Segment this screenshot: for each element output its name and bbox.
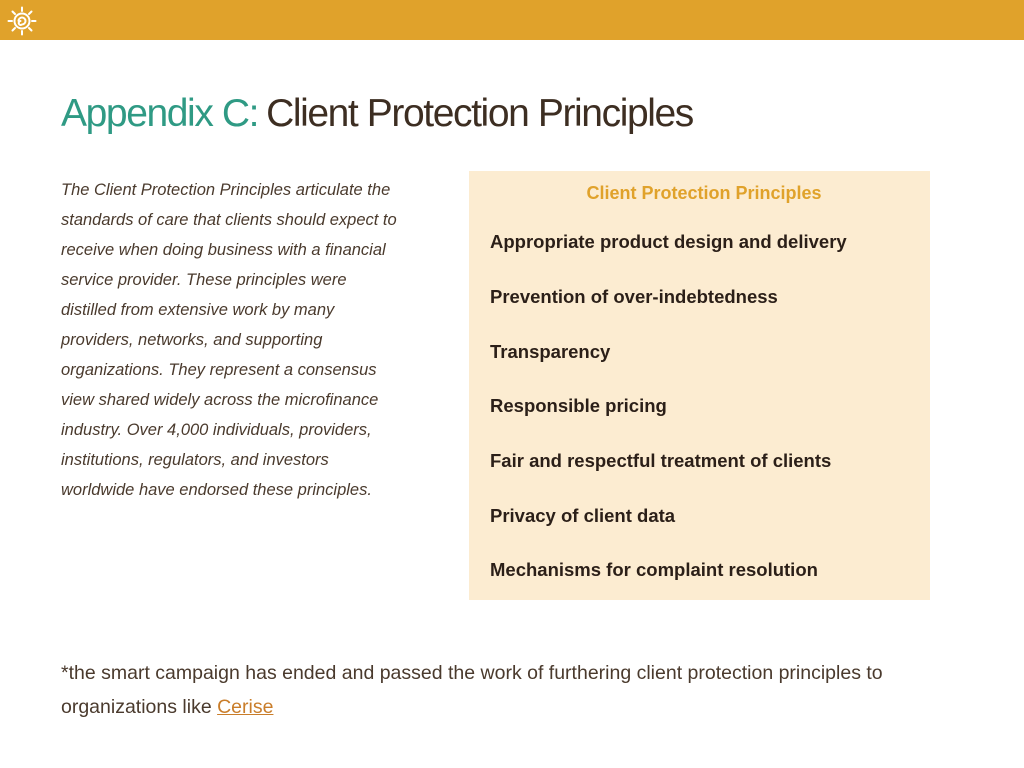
principle-item: Responsible pricing (490, 395, 667, 416)
page-title-main: Client Protection Principles (266, 92, 693, 135)
principles-heading: Client Protection Principles (586, 183, 822, 203)
principle-item: Transparency (490, 341, 611, 362)
principle-item: Privacy of client data (490, 505, 676, 526)
top-banner (0, 0, 1024, 40)
footnote-text: *the smart campaign has ended and passed the work of furthering client protection principles to organizations like (61, 662, 883, 718)
sun-spiral-icon (7, 6, 37, 36)
principle-item: Fair and respectful treatment of clients (490, 450, 832, 471)
page-title (61, 92, 693, 136)
footnote (61, 656, 961, 724)
principle-item: Mechanisms for complaint resolution (490, 559, 818, 580)
principle-item: Prevention of over-indebtedness (490, 286, 778, 307)
intro-paragraph: The Client Protection Principles articulate the standards of care that clients should expect to receive when doing business with a financial service provider. These principles were distilled from extensive work by many providers, networks, and supporting organizations. They represent a consensus view shared widely across the microfinance industry. Over 4,000 individuals, providers, institutions, regulators, and investors worldwide have endorsed these principles. (61, 181, 397, 499)
principle-item: Appropriate product design and delivery (490, 231, 847, 252)
cerise-link[interactable]: Cerise (217, 696, 274, 718)
principles-panel (469, 171, 930, 600)
page-title-prefix: Appendix C: (61, 92, 259, 135)
